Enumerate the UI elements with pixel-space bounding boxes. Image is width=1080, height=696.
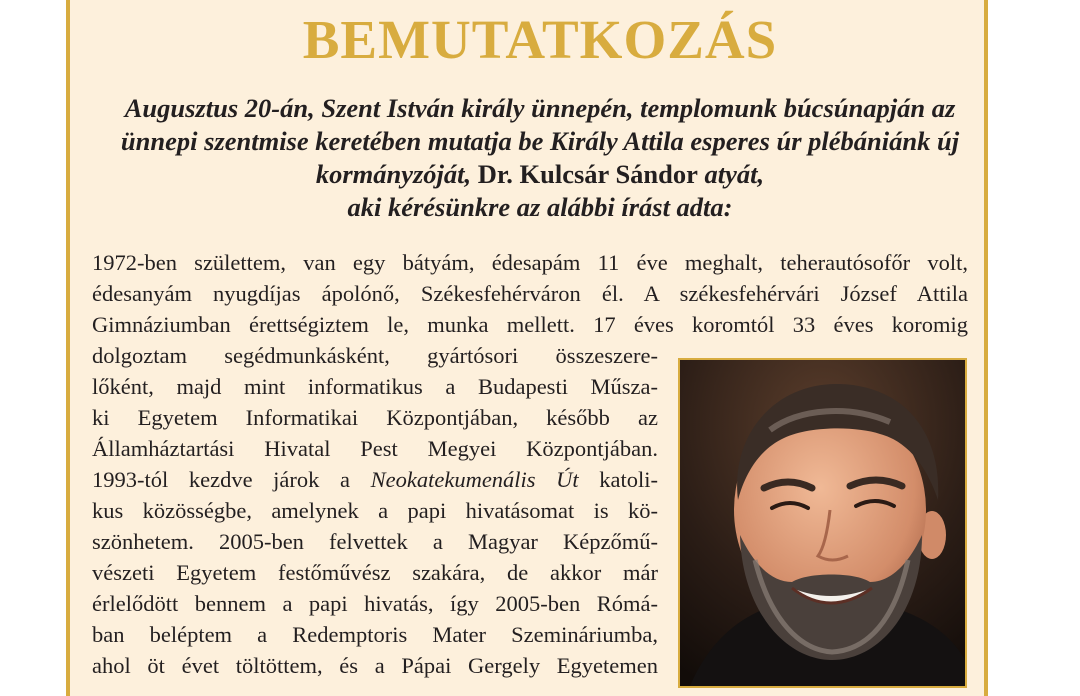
- body-line: ahol öt évet töltöttem, és a Pápai Gergely Egyetemen: [92, 653, 658, 678]
- intro-text-3: aki kérésünkre az alábbi írást adta:: [347, 192, 733, 222]
- body-line: szönhetem. 2005-ben felvettek a Magyar Képzőmű-: [92, 529, 658, 554]
- body-line: 1972-ben születtem, van egy bátyám, édesapám 11 éve meghalt, teherautósofőr volt,: [92, 250, 968, 275]
- body-text-run: 1993-tól kezdve járok a: [92, 467, 350, 492]
- body-line-mixed: [92, 464, 658, 495]
- intro-text-2: atyát,: [704, 159, 765, 189]
- body-line: Államháztartási Hivatal Pest Megyei Központjában.: [92, 436, 658, 461]
- movement-name: Neokatekumenális Út: [370, 467, 579, 492]
- body-line: ki Egyetem Informatikai Központjában, később az: [92, 405, 658, 430]
- priest-name: Dr. Kulcsár Sándor: [477, 159, 698, 189]
- body-line: vészeti Egyetem festőművész szakára, de akkor már: [92, 560, 658, 585]
- intro-text-1: Augusztus 20-án, Szent István király ünnepén, templomunk búcsúnapján az ünnepi szentmise keretében mutatja be Király Attila esperes úr plébániánk új kormányzóját,: [120, 93, 960, 189]
- priest-portrait: [678, 358, 967, 688]
- body-text-run: katoli-: [599, 467, 659, 492]
- body-line: ban beléptem a Redemptoris Mater Szemináriumba,: [92, 622, 658, 647]
- body-line: Gimnáziumban érettségiztem le, munka mellett. 17 éves koromtól 33 éves koromig: [92, 312, 968, 337]
- body-line: kus közösségbe, amelynek a papi hivatásomat is kö-: [92, 498, 658, 523]
- body-line: lőként, majd mint informatikus a Budapesti Műsza-: [92, 374, 658, 399]
- article-title: BEMUTATKOZÁS: [302, 9, 778, 70]
- body-line: édesanyám nyugdíjas ápolónő, Székesfehérváron él. A székesfehérvári József Attila: [92, 281, 968, 306]
- body-line: érlelődött bennem a papi hivatás, így 2005-ben Rómá-: [92, 591, 658, 616]
- body-line: dolgoztam segédmunkásként, gyártósori összeszere-: [92, 343, 658, 368]
- intro-paragraph: [90, 92, 990, 224]
